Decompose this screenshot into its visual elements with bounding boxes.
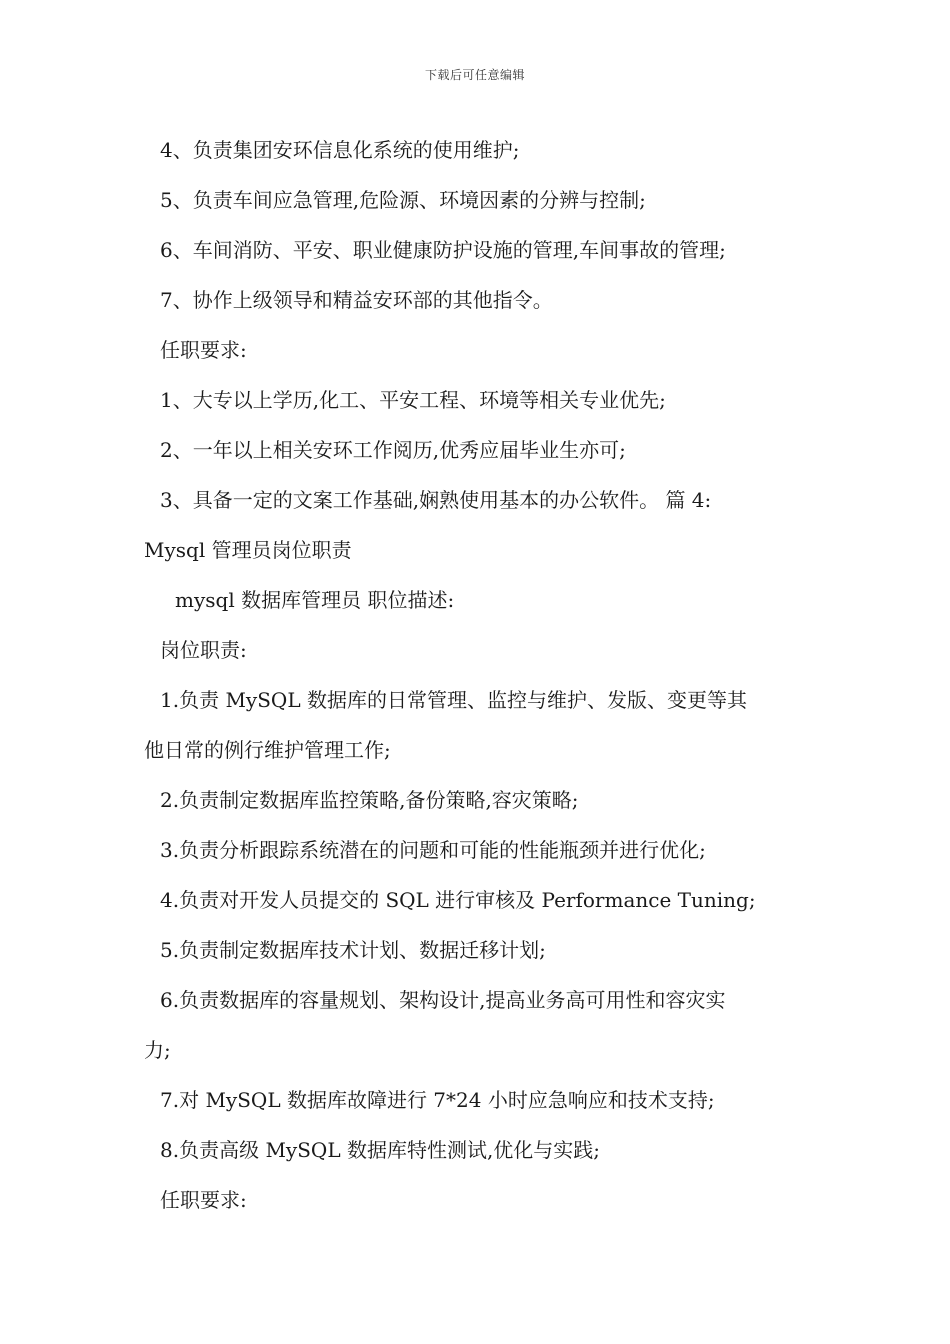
section-heading: 任职要求: (160, 338, 247, 362)
paragraph-line: 8.负责高级 MySQL 数据库特性测试,优化与实践; (160, 1138, 601, 1162)
paragraph-line: 3、具备一定的文案工作基础,娴熟使用基本的办公软件。 篇 4: (160, 488, 712, 512)
paragraph-line: 5、负责车间应急管理,危险源、环境因素的分辨与控制; (160, 188, 646, 212)
page-header: 下载后可任意编辑 (424, 68, 525, 82)
section-heading: 任职要求: (160, 1188, 247, 1212)
paragraph-line: 4.负责对开发人员提交的 SQL 进行审核及 Performance Tuning; (160, 888, 756, 912)
paragraph-line: 他日常的例行维护管理工作; (144, 738, 391, 762)
paragraph-line: 3.负责分析跟踪系统潜在的问题和可能的性能瓶颈并进行优化; (160, 838, 706, 862)
paragraph-line: mysql 数据库管理员 职位描述: (175, 588, 455, 612)
paragraph-line: 2、一年以上相关安环工作阅历,优秀应届毕业生亦可; (160, 438, 626, 462)
section-heading: 岗位职责: (160, 638, 247, 662)
paragraph-line: 7.对 MySQL 数据库故障进行 7*24 小时应急响应和技术支持; (160, 1088, 715, 1112)
paragraph-line: 4、负责集团安环信息化系统的使用维护; (160, 138, 520, 162)
paragraph-line: 6、车间消防、平安、职业健康防护设施的管理,车间事故的管理; (160, 238, 726, 262)
paragraph-line: 力; (144, 1038, 171, 1062)
paragraph-line: 1.负责 MySQL 数据库的日常管理、监控与维护、发版、变更等其 (160, 688, 747, 712)
paragraph-line: 5.负责制定数据库技术计划、数据迁移计划; (160, 938, 546, 962)
section-title: Mysql 管理员岗位职责 (144, 538, 352, 562)
paragraph-line: 7、协作上级领导和精益安环部的其他指令。 (160, 288, 553, 312)
paragraph-line: 1、大专以上学历,化工、平安工程、环境等相关专业优先; (160, 388, 666, 412)
paragraph-line: 2.负责制定数据库监控策略,备份策略,容灾策略; (160, 788, 579, 812)
paragraph-line: 6.负责数据库的容量规划、架构设计,提高业务高可用性和容灾实 (160, 988, 726, 1012)
